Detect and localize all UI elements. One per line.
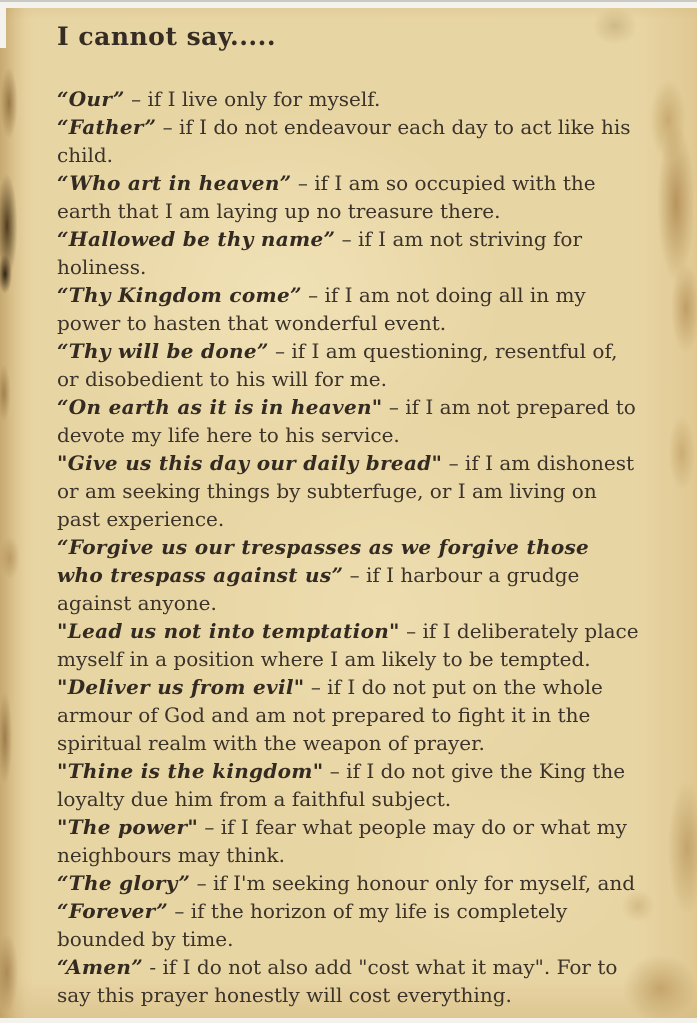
prayer-entry	[57, 449, 642, 533]
prayer-phrase: "Give us this day our daily bread"	[57, 451, 443, 475]
prayer-entry	[57, 85, 642, 113]
entry-text: – if I am not doing all in my power to hasten that wonderful event.	[57, 283, 586, 335]
prayer-phrase: “On earth as it is in heaven"	[57, 395, 383, 419]
entry-text: – if I'm seeking honour only for myself, and	[190, 871, 636, 895]
entry-text: - if I do not also add "cost what it may". For to say this prayer honestly will cost everything.	[57, 955, 618, 1007]
prayer-entry	[57, 113, 642, 169]
prayer-phrase: “The glory”	[57, 871, 191, 895]
page-corner-highlight	[0, 8, 6, 48]
entry-text: – if I am questioning, resentful of, or disobedient to his will for me.	[57, 339, 618, 391]
prayer-phrase: "Thine is the kingdom"	[57, 759, 324, 783]
prayer-phrase: "Deliver us from evil"	[57, 675, 305, 699]
prayer-entry	[57, 393, 642, 449]
prayer-entry	[57, 169, 642, 225]
prayer-entry	[57, 337, 642, 393]
parchment-page	[0, 8, 697, 1018]
prayer-phrase: “Thy Kingdom come”	[57, 283, 302, 307]
entry-text: – if I fear what people may do or what my neighbours may think.	[57, 815, 627, 867]
prayer-entry	[57, 953, 642, 1009]
entry-text: – if I do not give the King the loyalty due him from a faithful subject.	[57, 759, 626, 811]
prayer-phrase: “Father”	[57, 115, 157, 139]
prayer-entry	[57, 869, 642, 897]
top-border-line	[0, 0, 697, 2]
prayer-entry	[57, 617, 642, 673]
entry-text: – if I harbour a grudge against anyone.	[57, 563, 580, 615]
entry-text: – if the horizon of my life is completely bounded by time.	[57, 899, 568, 951]
entry-text: – if I do not endeavour each day to act like his child.	[57, 115, 631, 167]
torn-paper-edge	[0, 8, 34, 1018]
prayer-phrase: “Forgive us our trespasses as we forgive those who trespass against us”	[57, 535, 590, 587]
entry-text: – if I am not prepared to devote my life here to his service.	[57, 395, 636, 447]
prayer-entry	[57, 757, 642, 813]
entry-text: – if I do not put on the whole armour of God and am not prepared to fight it in the spiritual realm with the weapon of prayer.	[57, 675, 603, 755]
prayer-phrase: “Our”	[57, 87, 125, 111]
entry-text: – if I am so occupied with the earth that I am laying up no treasure there.	[57, 171, 596, 223]
prayer-text-block	[57, 22, 642, 1009]
prayer-entry	[57, 813, 642, 869]
prayer-entry	[57, 533, 642, 617]
page-title: I cannot say.....	[57, 22, 277, 51]
prayer-entry	[57, 897, 642, 953]
entry-text: – if I am not striving for holiness.	[57, 227, 583, 279]
prayer-phrase: “Who art in heaven”	[57, 171, 292, 195]
prayer-phrase: “Hallowed be thy name”	[57, 227, 336, 251]
prayer-phrase: “Forever”	[57, 899, 169, 923]
prayer-phrase: "The power"	[57, 815, 199, 839]
entry-text: – if I deliberately place myself in a position where I am likely to be tempted.	[57, 619, 639, 671]
prayer-entry	[57, 281, 642, 337]
prayer-phrase: “Amen”	[57, 955, 143, 979]
prayer-entry	[57, 673, 642, 757]
prayer-entry	[57, 225, 642, 281]
entry-text: – if I live only for myself.	[124, 87, 381, 111]
prayer-phrase: "Lead us not into temptation"	[57, 619, 400, 643]
entries-list	[57, 85, 642, 1009]
prayer-phrase: “Thy will be done”	[57, 339, 269, 363]
entry-text: – if I am dishonest or am seeking things by subterfuge, or I am living on past experience.	[57, 451, 634, 531]
